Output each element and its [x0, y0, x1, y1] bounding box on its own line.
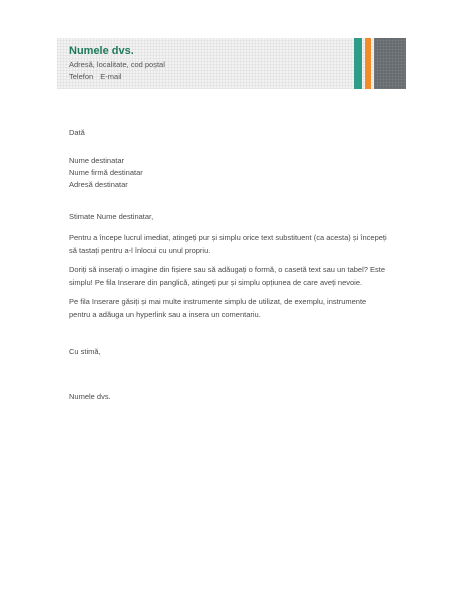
letter-date[interactable]: Dată — [69, 128, 85, 137]
paragraph-line: Pentru a începe lucrul imediat, atingeți pur și simplu orice text substituent (ca acesta) și începeți — [69, 233, 387, 242]
sender-name[interactable]: Numele dvs. — [69, 45, 134, 57]
sender-contact — [69, 72, 122, 81]
body-paragraph-3[interactable] — [69, 296, 399, 321]
sender-phone[interactable]: Telefon — [69, 72, 94, 81]
body-paragraph-1[interactable] — [69, 232, 399, 257]
paragraph-line: simplu! Pe fila Inserare din panglică, atingeți pur și simplu opțiunea de care aveți nevoie. — [69, 277, 363, 287]
closing[interactable]: Cu stimă, — [69, 347, 101, 356]
salutation[interactable]: Stimate Nume destinatar, — [69, 212, 154, 221]
teal-stripe — [354, 38, 362, 89]
paragraph-line: Doriți să inserați o imagine din fișiere sau să adăugați o formă, o casetă text sau un tabel? Este — [69, 265, 386, 274]
body-paragraph-2[interactable] — [69, 264, 399, 289]
recipient-company[interactable]: Nume firmă destinatar — [69, 168, 143, 177]
accent-stripes — [354, 38, 406, 89]
recipient-address[interactable]: Adresă destinatar — [69, 180, 128, 189]
sender-email[interactable]: E-mail — [100, 72, 122, 81]
paragraph-line: să tastați pentru a-l înlocui cu unul propriu. — [69, 245, 211, 255]
recipient-name[interactable]: Nume destinatar — [69, 156, 125, 165]
paragraph-line: Pe fila Inserare găsiți și mai multe instrumente simplu de utilizat, de exemplu, instrumente — [69, 297, 367, 306]
signature-name[interactable]: Numele dvs. — [69, 392, 111, 401]
sender-address[interactable]: Adresă, localitate, cod poștal — [69, 60, 165, 69]
gray-stripe — [374, 38, 406, 89]
paragraph-line: pentru a adăuga un hyperlink sau a insera un comentariu. — [69, 309, 261, 319]
